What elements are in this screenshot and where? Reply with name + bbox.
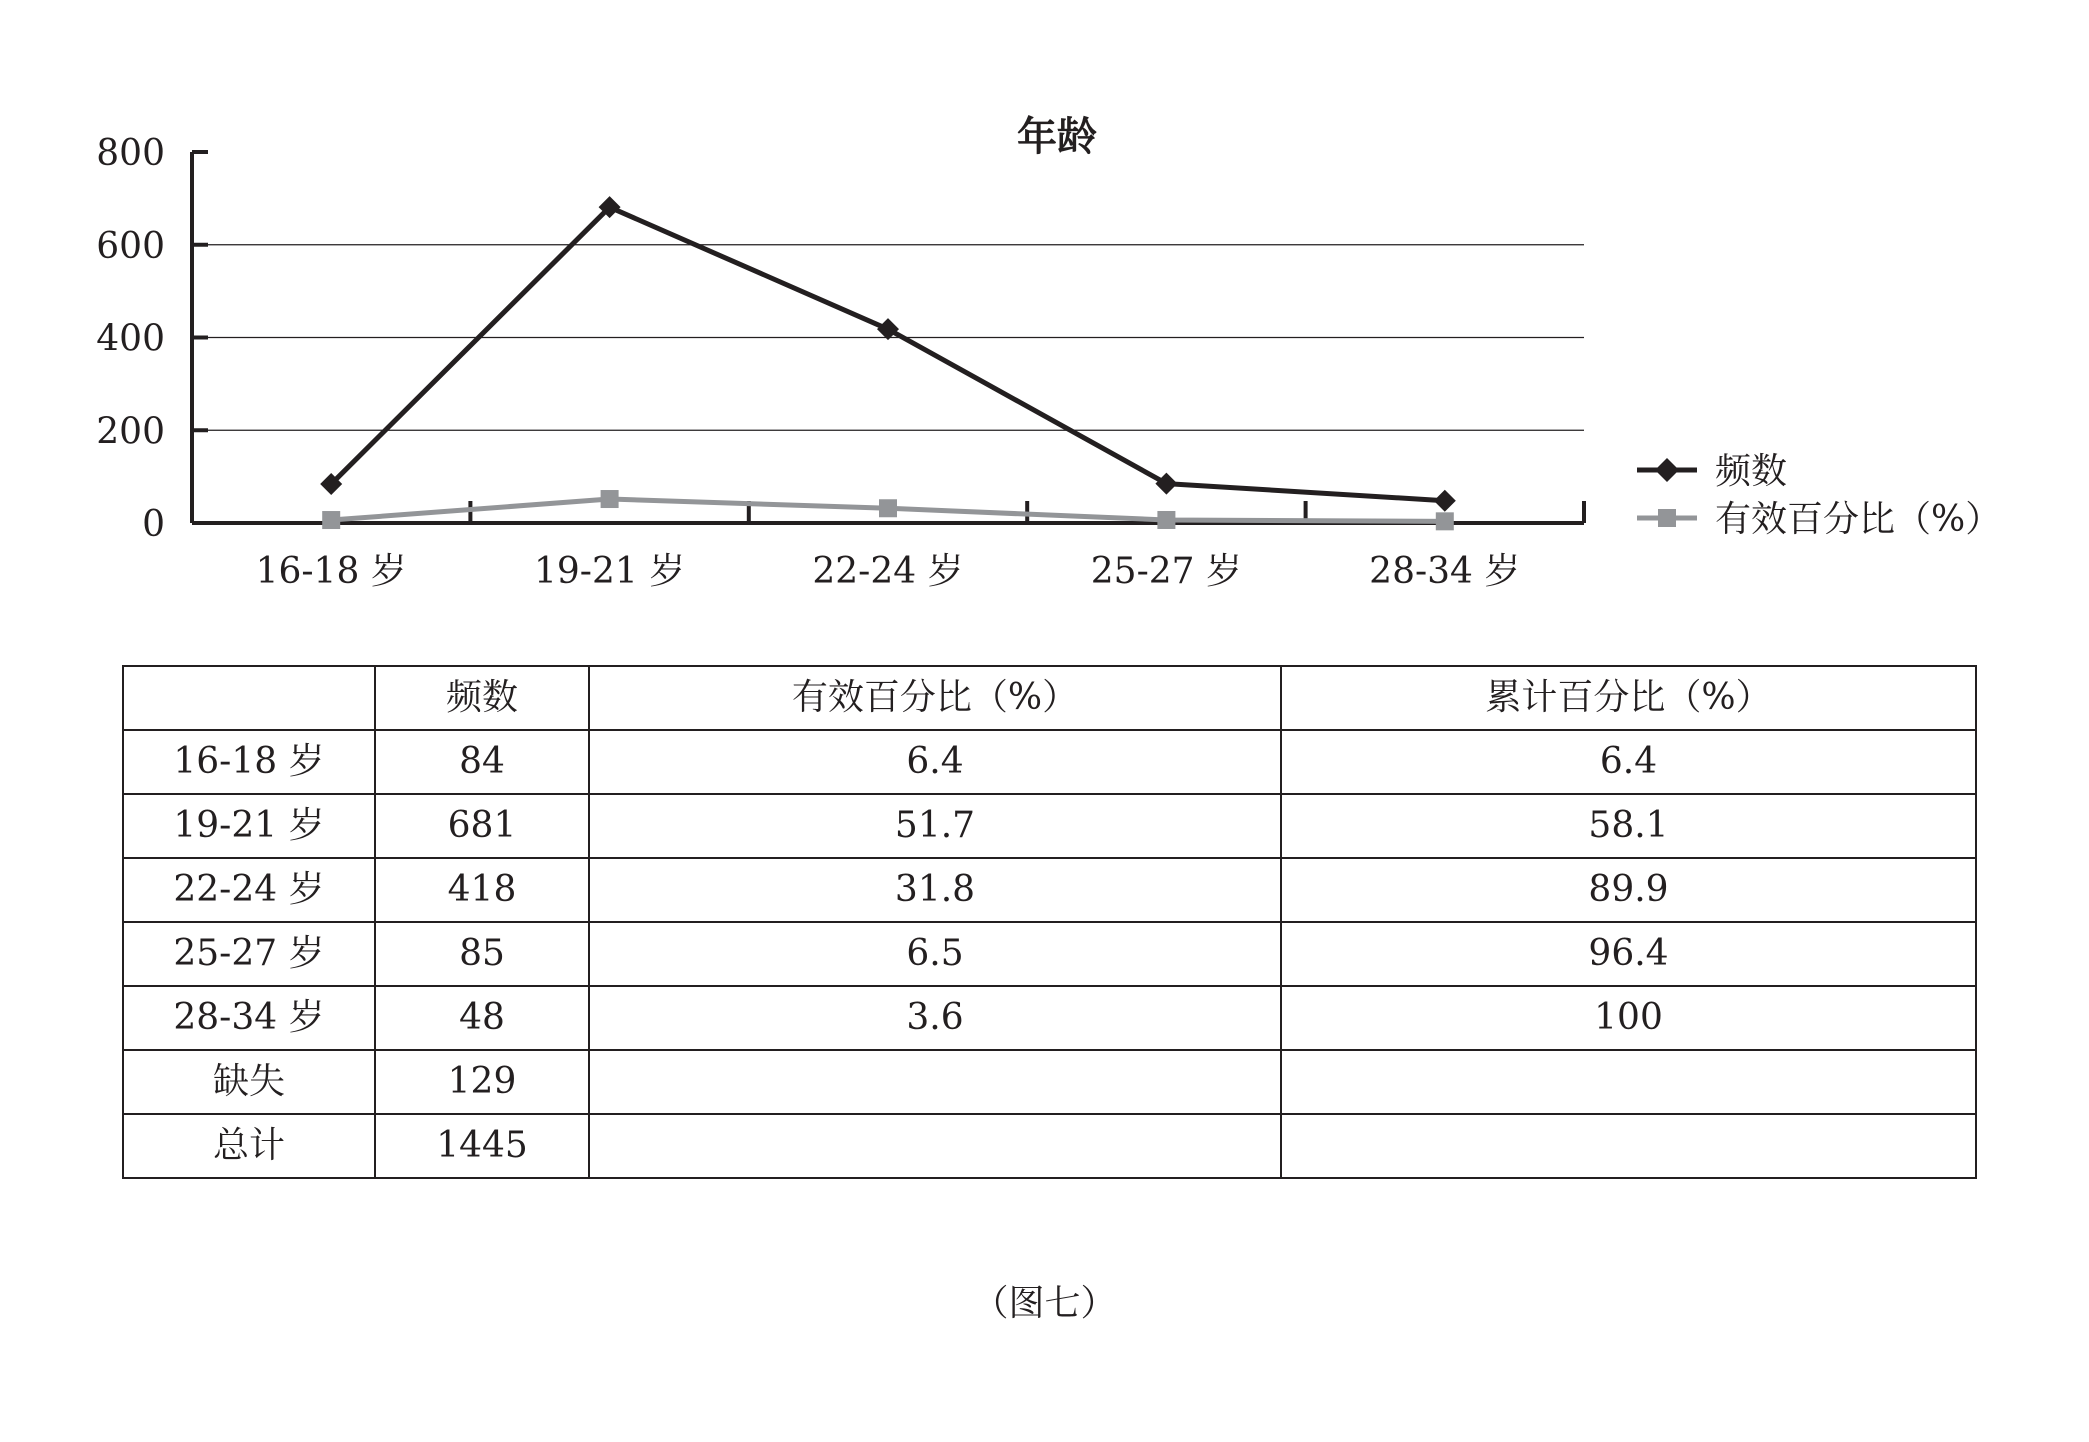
table-cell: 129	[375, 1050, 589, 1114]
line-chart	[0, 0, 2089, 640]
table-cell: 84	[375, 730, 589, 794]
data-point	[1157, 511, 1175, 529]
table-cell: 6.5	[589, 922, 1281, 986]
table-cell	[589, 1050, 1281, 1114]
table-row	[123, 794, 1976, 858]
table-cell: 96.4	[1281, 922, 1976, 986]
y-tick-label: 800	[96, 133, 165, 174]
table-row	[123, 858, 1976, 922]
table-row	[123, 986, 1976, 1050]
table-cell: 418	[375, 858, 589, 922]
table-cell: 28-34 岁	[123, 986, 375, 1050]
table-cell: 58.1	[1281, 794, 1976, 858]
table-cell: 51.7	[589, 794, 1281, 858]
table-cell: 48	[375, 986, 589, 1050]
x-tick-label: 22-24 岁	[812, 551, 964, 592]
y-tick-label: 0	[142, 504, 165, 545]
series-1	[320, 196, 1456, 512]
table-cell: 19-21 岁	[123, 794, 375, 858]
data-point	[877, 318, 899, 340]
x-tick-label: 19-21 岁	[533, 551, 686, 592]
x-tick-label: 28-34 岁	[1369, 551, 1521, 592]
legend-marker	[1658, 509, 1676, 527]
data-point	[601, 490, 619, 508]
series-line	[331, 207, 1445, 501]
table-cell: 有效百分比（%）	[589, 666, 1281, 730]
table-cell: 累计百分比（%）	[1281, 666, 1976, 730]
legend-item	[1637, 499, 2001, 540]
table-cell: 3.6	[589, 986, 1281, 1050]
y-tick-label: 600	[96, 225, 165, 267]
legend-marker	[1655, 458, 1679, 482]
table-cell: 缺失	[123, 1050, 375, 1114]
data-point	[1436, 512, 1454, 530]
table-cell: 89.9	[1281, 858, 1976, 922]
table-cell	[1281, 1114, 1976, 1178]
table-row	[123, 730, 1976, 794]
table-cell: 6.4	[589, 730, 1281, 794]
x-tick-label: 16-18 岁	[255, 551, 407, 592]
table-cell: 1445	[375, 1114, 589, 1178]
y-tick-label: 200	[96, 411, 165, 453]
data-point	[1434, 490, 1456, 512]
legend-label: 有效百分比（%）	[1715, 499, 2002, 540]
table-cell: 22-24 岁	[123, 858, 375, 922]
x-tick-label: 25-27 岁	[1090, 551, 1243, 592]
data-point	[322, 511, 340, 529]
table-cell: 100	[1281, 986, 1976, 1050]
table-cell: 31.8	[589, 858, 1281, 922]
table-cell: 25-27 岁	[123, 922, 375, 986]
data-point	[1155, 473, 1177, 495]
data-point	[879, 499, 897, 517]
table-cell	[1281, 1050, 1976, 1114]
table-cell: 总计	[123, 1114, 375, 1178]
legend-label: 频数	[1715, 451, 1788, 492]
table-row	[123, 922, 1976, 986]
figure-caption: （图七）	[972, 1283, 1117, 1324]
table-cell: 85	[375, 922, 589, 986]
table-row	[123, 1114, 1976, 1178]
table-cell: 16-18 岁	[123, 730, 375, 794]
table-cell	[589, 1114, 1281, 1178]
legend-item	[1637, 451, 1787, 492]
chart-title: 年龄	[1017, 114, 1097, 160]
table-cell: 681	[375, 794, 589, 858]
table-row	[123, 1050, 1976, 1114]
frequency-table	[122, 665, 1977, 1179]
table-cell: 频数	[375, 666, 589, 730]
table-cell	[123, 666, 375, 730]
table-cell: 6.4	[1281, 730, 1976, 794]
table-header-row	[123, 666, 1976, 730]
y-tick-label: 400	[96, 318, 165, 360]
